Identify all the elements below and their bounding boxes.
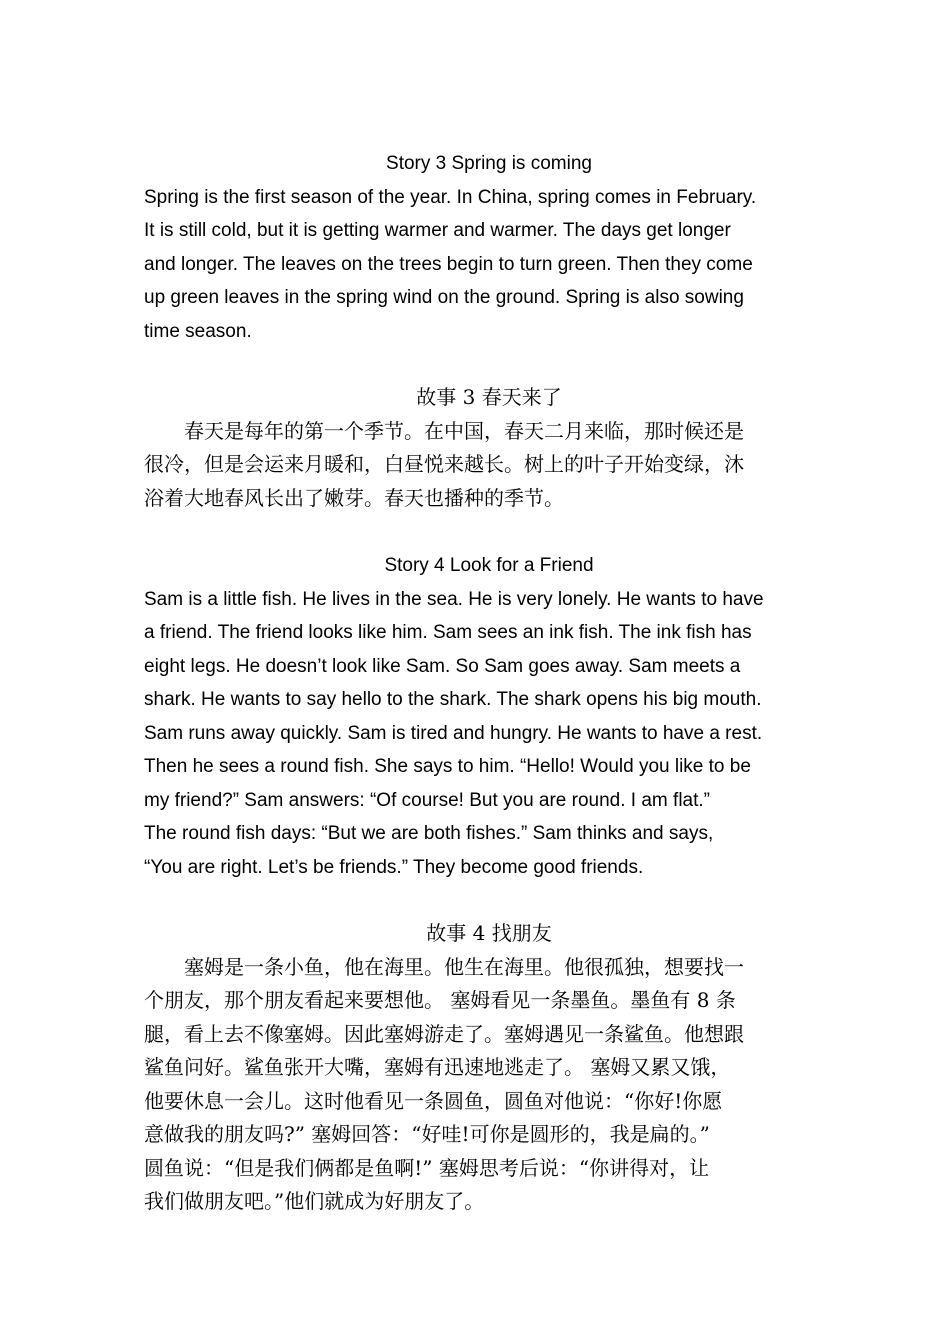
paragraph-line: 我们做朋友吧。”他们就成为好朋友了。 [144,1189,485,1213]
paragraph-line: “You are right. Let’s be friends.” They become good friends. [144,856,644,878]
paragraph-line: The round fish days: “But we are both fishes.” Sam thinks and says, [144,823,714,844]
paragraph-line: Sam is a little fish. He lives in the sea. He is very lonely. He wants to have [144,588,764,610]
paragraph-line: up green leaves in the spring wind on the ground. Spring is also sowing [144,287,744,308]
paragraph-line: 鲨鱼问好。鲨鱼张开大嘴，塞姆有迅速地逃走了。 塞姆又累又饿， [144,1055,731,1079]
paragraph-line: Spring is the first season of the year. In China, spring comes in February. [144,186,757,208]
paragraph-line: 个朋友，那个朋友看起来要想他。 塞姆看见一条墨鱼。墨鱼有 8 条 [144,988,736,1012]
story3-chinese [144,381,834,515]
paragraph-line: eight legs. He doesn’t look like Sam. So Sam goes away. Sam meets a [144,655,741,677]
paragraph-line: 圆鱼说：“但是我们俩都是鱼啊!” 塞姆思考后说：“你讲得对，让 [144,1155,710,1180]
paragraph-line: 他要休息一会儿。这时他看见一条圆鱼，圆鱼对他说：“你好!你愿 [144,1088,723,1113]
story3-english [144,147,834,348]
story4-chinese [144,917,834,1219]
story4-english [144,549,834,884]
paragraph-line: It is still cold, but it is getting warmer and warmer. The days get longer [144,220,731,241]
paragraph-line: and longer. The leaves on the trees begin to turn green. Then they come [144,253,753,275]
story4-english-title: Story 4 Look for a Friend [384,555,594,576]
story3-english-title: Story 3 Spring is coming [386,153,592,174]
story4-chinese-title: 故事 4 找朋友 [426,921,552,945]
paragraph-line: Sam runs away quickly. Sam is tired and hungry. He wants to have a rest. [144,722,763,744]
paragraph-line: 很冷，但是会运来月暖和，白昼悦来越长。树上的叶子开始变绿，沐 [144,452,744,476]
paragraph-line: 春天是每年的第一个季节。在中国，春天二月来临，那时候还是 [144,418,744,443]
paragraph-line: 意做我的朋友吗?” 塞姆回答：“好哇!可你是圆形的，我是扁的。” [144,1122,710,1146]
paragraph-line: 腿，看上去不像塞姆。因此塞姆游走了。塞姆遇见一条鲨鱼。他想跟 [144,1021,744,1046]
story3-chinese-title: 故事 3 春天来了 [416,385,562,409]
paragraph-line: 浴着大地春风长出了嫩芽。春天也播种的季节。 [144,485,564,510]
paragraph-line: time season. [144,320,252,342]
paragraph-line: 塞姆是一条小鱼，他在海里。他生在海里。他很孤独，想要找一 [144,954,744,979]
paragraph-line: Then he sees a round fish. She says to him. “Hello! Would you like to be [144,756,751,777]
paragraph-line: shark. He wants to say hello to the shark. The shark opens his big mouth. [144,689,762,710]
paragraph-line: a friend. The friend looks like him. Sam sees an ink fish. The ink fish has [144,622,752,643]
paragraph-line: my friend?” Sam answers: “Of course! But you are round. I am flat.” [144,789,710,811]
